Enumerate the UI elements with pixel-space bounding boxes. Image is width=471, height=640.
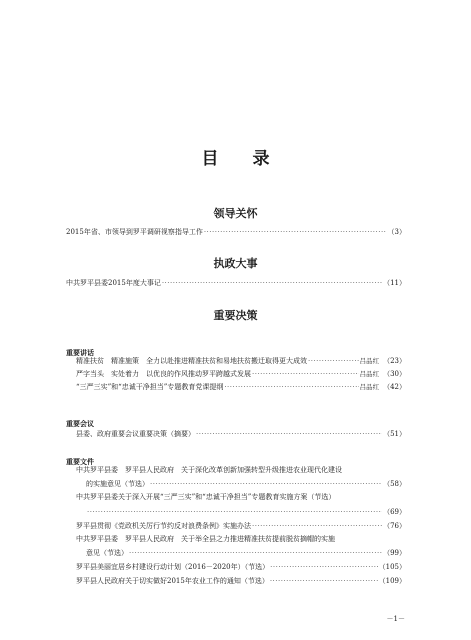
leader-dots [87, 506, 382, 518]
leader-dots [252, 368, 359, 380]
toc-entry[interactable] [86, 478, 406, 490]
leader-dots [224, 381, 358, 393]
leader-dots [150, 478, 382, 490]
leader-dots [252, 520, 382, 532]
toc-entry-title: 精准扶贫 精准施策 全力以赴推进精准扶贫和易地扶贫搬迁取得更大成效 [76, 357, 307, 365]
toc-entry-author: 吕品红 [359, 370, 380, 378]
leader-dots [129, 547, 382, 559]
section-heading: 重要决策 [213, 309, 258, 322]
toc-entry-title: 2015年省、市领导到罗平调研视察指导工作 [66, 228, 203, 236]
toc-entry[interactable] [76, 381, 406, 393]
leader-dots [162, 277, 382, 289]
toc-entry-title: 中共罗平县委2015年度大事记 [66, 279, 161, 287]
leader-dots [270, 575, 378, 587]
leader-dots [270, 561, 377, 573]
leader-dots [196, 428, 382, 440]
toc-entry-page: （ 23 ） [383, 355, 406, 367]
toc-entry-page: （ 105 ） [379, 561, 406, 573]
toc-entry[interactable] [76, 368, 406, 380]
leader-dots [204, 226, 387, 238]
toc-entry-page: （ 99 ） [383, 547, 406, 559]
toc-entry-author: 吕品红 [359, 383, 380, 391]
toc-entry-page: （ 30 ） [383, 368, 406, 380]
toc-entry-title-line1: 中共罗平县委 罗平县人民政府 关于举全县之力推进精准扶贫提前脱贫摘帽的实施 [76, 535, 335, 543]
toc-entry-title: 罗平县美丽宜居乡村建设行动计划（2016－2020年）（节选） [76, 563, 270, 571]
toc-entry[interactable] [76, 561, 406, 573]
toc-entry-title: “三严三实”和“忠诚干净担当”专题教育党课提纲 [76, 383, 224, 391]
toc-entry-page: （ 58 ） [383, 478, 406, 490]
toc-entry-page: （ 42 ） [383, 381, 406, 393]
toc-entry[interactable] [66, 226, 406, 238]
toc-entry[interactable] [86, 547, 406, 559]
toc-entry-title-line1: 中共罗平县委 罗平县人民政府 关于深化改革创新加强转型升级推进农业现代化建设 [76, 466, 342, 474]
page-title: 目 录 [201, 149, 284, 169]
toc-entry[interactable] [76, 520, 406, 532]
toc-entry[interactable] [76, 355, 406, 367]
page-number: －1－ [386, 615, 405, 623]
toc-entry-title-line1: 中共罗平县委关于深入开展“三严三实”和“忠诚干净担当”专题教育实施方案（节选） [76, 493, 336, 501]
toc-entry-title: 严字当头 实处着力 以优良的作风推动罗平跨越式发展 [76, 370, 251, 378]
toc-entry[interactable] [86, 506, 406, 518]
toc-entry-page: （ 76 ） [383, 520, 406, 532]
toc-entry[interactable] [66, 277, 406, 289]
toc-entry[interactable] [76, 575, 406, 587]
toc-entry-title: 罗平县贯彻《党政机关厉行节约反对浪费条例》实施办法 [76, 522, 251, 530]
leader-dots [308, 355, 359, 367]
toc-entry-page: （ 69 ） [383, 506, 406, 518]
toc-entry-page: （ 11 ） [383, 277, 406, 289]
toc-entry-title: 的实施意见（节选） [86, 480, 149, 488]
group-label: 重要会议 [66, 419, 94, 428]
toc-entry-page: （ 109 ） [379, 575, 406, 587]
toc-entry-page: （ 3 ） [388, 226, 406, 238]
toc-entry-title: 罗平县人民政府关于切实做好2015年农业工作的通知（节选） [76, 577, 269, 585]
group-label: 重要文件 [66, 457, 94, 466]
toc-entry[interactable] [76, 428, 406, 440]
toc-entry-author: 吕品红 [359, 357, 380, 365]
group-label: 重要讲话 [66, 348, 94, 357]
toc-entry-title: 意见（节选） [86, 549, 128, 557]
toc-entry-title: 县委、政府重要会议重要决策（摘要） [76, 430, 195, 438]
section-heading: 执政大事 [213, 257, 258, 270]
toc-entry-page: （ 51 ） [383, 428, 406, 440]
section-heading: 领导关怀 [213, 207, 258, 220]
